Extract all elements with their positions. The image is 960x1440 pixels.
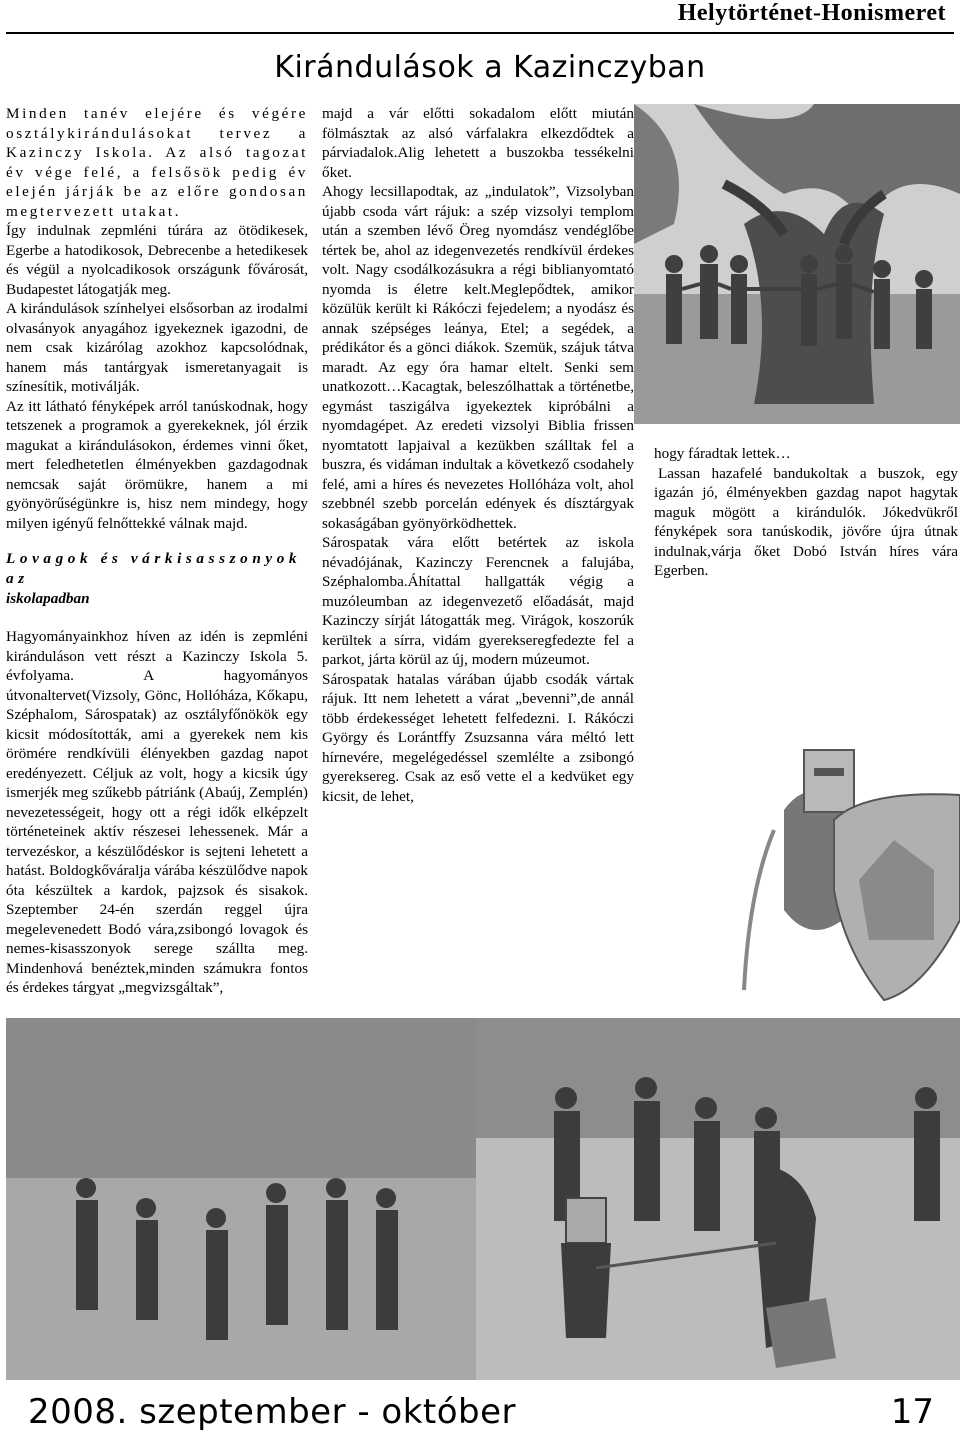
section-title: Helytörténet-Honismeret (677, 0, 946, 26)
paragraph: Így indulnak zepmléni túrára az ötödikesek, Egerbe a hatodikosok, Debrecenbe a hetedikesek és végül a nyolcadikosok országunk fővárosát, Budapestet látogatják meg. (6, 222, 308, 298)
group-and-duel-photos (6, 1018, 960, 1380)
header-divider (6, 32, 954, 34)
page-number: 17 (890, 1392, 934, 1432)
subheading (6, 549, 308, 609)
paragraph: hogy fáradtak lettek… (654, 445, 791, 462)
paragraph: Ahogy lecsillapodtak, az „indulatok”, Vizsolyban újabb csoda várt rájuk: a szép vizsolyi templom után a szemben lévő Öreg nyomdász vendéglőbe tértek be, ahol az idegenvezetés rendkívül érdekes volt. Nagy csodálkozásukra a régi biblianyomtató nyomda is életre kelt.Meglepődtek, amikor közülük került ki Rákóczi fejedelem; a nyodász és annak szépséges leánya, Etel; a segédek, a prédikátor és a gönci diákok. Szemük, szájuk tátva maradt. Az egy óra hamar eltelt. Senki sem unatkozott…Kacagtak, beleszólhattak a történetbe, egymást taszigálva igyekeztek kipróbálni a nyomdagépet. Az eredeti vizsolyi Biblia frissen nyomtatott lapjaival a kezükben szálltak fel a buszra, és vidáman indultak a következő csodahely felé, ami a híres és nevezetes Hollóháza volt, ahol szebbnél szebb porcelán edények és dísztárgyak sokaságában gyönyörködhettek. (322, 183, 634, 532)
paragraph: Sárospatak hatalas várában újabb csodák vártak rájuk. Itt nem lehetett a várat „bevenni”,de annál több érdekességet lehetett felfedezni. I. Rákóczi György és Lorántffy Zsuzsanna vára méltó lett hírnevére, megelégedéssel szemlélte a zsibongó gyereksereg. Csak az eső vette el a kedvüket egy kicsit, de lehet, (322, 670, 634, 805)
knight-shield-photo (654, 590, 960, 1010)
paragraph: Lassan hazafelé bandukoltak a buszok, egy igazán jó, élményekben gazdag napot hagytak maguk mögött a kirándulók. Jókedvükről fényképek sora tanúskodik, jövőre újra útnak indulnak,várja őket Dobó István híres vára Egerben. (654, 464, 958, 579)
issue-date: 2008. szeptember - október (28, 1392, 517, 1432)
paragraph: A kirándulások színhelyei elsősorban az irodalmi olvasányok anyagához igyekeznek igazodni, de nem csak kizárólag azokhoz kapcsolódnak, hanem más tantárgyak ismeretanyagait is színesítik, motiválják. (6, 300, 308, 395)
paragraph: Minden tanév elejére és végére osztálykirándulásokat tervez a Kazinczy Iskola. Az alsó tagozat év vége felé, a felsősök pedig év elején járják be az előre gondosan megtervezett utakat. (6, 105, 308, 220)
paragraph: majd a vár előtti sokadalom előtt miután fölmásztak az alsó várfalakra elkezdődtek a párviadalok.Alig lehetett a buszokba tessékelni őket. (322, 105, 634, 181)
subheading-line-2: iskolapadban (6, 590, 90, 607)
paragraph: Az itt látható fényképek arról tanúskodnak, hogy tetszenek a programok a gyerekeknek, jól érzik magukat a kirándulásokon, érdemes vinni őket, mert feledhetetlen élményekben gazdagodnak nemcsak saját örömükre, hanem a mi gyönyörűségünkre is, hisz nem mindegy, hogy milyen igényű felnőttekké válnak majd. (6, 397, 308, 532)
article-title: Kirándulások a Kazinczyban (274, 50, 706, 85)
tree-group-photo (634, 104, 960, 424)
paragraph: Sárospatak vára előtt betértek az iskola névadójának, Kazinczy Ferencnek a falujába, Széphalomba.Áhítattal hallgatták végig a muzóleumban az idegenvezető előadását, majd Kazinczy sírját látogatták meg. Virágok, koszorúk kerültek a sírra, vidám gyerekseregfedezte fel a parkot, járta körül az új, modern múzeumot. (322, 534, 634, 668)
subheading-line-1: Lovagok és várkisasszonyok az (6, 550, 302, 587)
paragraph: Hagyományainkhoz híven az idén is zepmléni kiránduláson vett részt a Kazinczy Iskola 5. évfolyama. A hagyományos útvonaltervet(Vizsoly, Gönc, Hollóháza, Kőkapu, Széphalom, Sárospatak) az osztályfőnökök egy kicsit módosították, ami a gyerekek nem kis örömére rendkívüli élényekben gazdag napot eredényezett. Céljuk az volt, hogy a kicsik úgy ismerjék meg szűkebb pátriánk (Abaúj, Zemplén) nevezetességeit, hogy ott a régi idők elképzelt történeteinek aktív részesei lehessenek. Már a tervezéskor, a készülődéskor is sejteni lehetett a hatást. Boldogkőváralja várába készülődve napok óta készültek a kardok, pajzsok és sisakok. Szeptember 24-én szerdán reggel újra megelevenedett Bodó vára,zsibongó lovagok és nemes-kisasszonyok serege szállta meg. Mindenhová benéztek,minden számukra fontos és érdekes tárgyat „megvizsgáltak”, (6, 628, 308, 996)
article-column-1 (6, 104, 308, 998)
article-column-2 (322, 104, 634, 806)
